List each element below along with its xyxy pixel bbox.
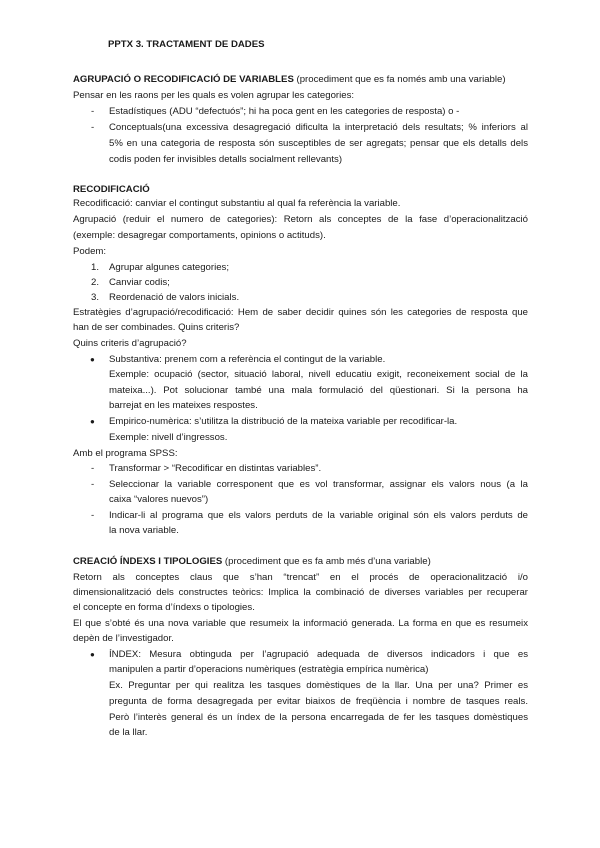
paragraph: Agrupació (reduir el numero de categories): Retorn als conceptes de la fase d’operacionalització (73, 214, 528, 225)
paragraph-cont: han de ser combinades. Quins criteris? (73, 322, 240, 333)
section-heading-agrupacio (73, 74, 528, 86)
section-heading-indexs (73, 556, 528, 568)
list-item-cont: codis poden fer invisibles detalls socialment rellevants) (109, 154, 343, 165)
dash-marker: - (91, 106, 95, 117)
list-item: Empirico-numèrica: s’utilitza la distribució de la mateixa variable per recodificar-la. (109, 416, 458, 427)
bullet-marker: ● (90, 417, 95, 426)
list-item-cont: 5% en una categoria de resposta són susceptibles de ser agregats; pensar que els detalls dels (109, 138, 528, 149)
bullet-marker: ● (90, 650, 95, 659)
paragraph-cont: depèn de l’investigador. (73, 633, 174, 644)
bullet-marker: ● (90, 355, 95, 364)
paragraph: Recodificació: canviar el contingut substantiu al qual fa referència la variable. (73, 198, 401, 209)
list-item-cont: mateixa...). Pot solucionar també una mala formulació del qüestionari. Si la persona ha (109, 385, 528, 396)
heading-text: AGRUPACIÓ O RECODIFICACIÓ DE VARIABLES (73, 74, 294, 85)
list-item: Seleccionar la variable corresponent que es vol transformar, assignar els valors nous (a la (109, 479, 528, 490)
paragraph: Retorn als conceptes claus que s’han “trencat” en el procés de operacionalització i/o (73, 572, 528, 583)
list-item-cont: de la llar. (109, 727, 148, 738)
list-item-cont: Ex. Preguntar per qui realitza les tasques domèstiques de la llar. Una per una? Primer es (109, 680, 528, 691)
page-title: PPTX 3. TRACTAMENT DE DADES (108, 39, 265, 50)
list-item: Conceptuals(una excessiva desagregació dificulta la interpretació dels resultats; % inferiors al (109, 122, 528, 133)
list-item-cont: pregunta de forma desagregada per evitar biaixos de freqüència i nombre de tasques reals. (109, 696, 528, 707)
list-item: Substantiva: prenem com a referència el contingut de la variable. (109, 354, 386, 365)
dash-marker: - (91, 479, 95, 490)
numbered-item: Reordenació de valors inicials. (109, 292, 240, 303)
list-number: 1. (91, 262, 100, 273)
paragraph-cont: el concepte en forma d’índexs o tipologies. (73, 602, 255, 613)
paragraph: Pensar en les raons per les quals es volen agrupar les categories: (73, 90, 355, 101)
paragraph-cont: (exemple: desagregar comportaments, opinions o actituds). (73, 230, 326, 241)
dash-marker: - (91, 122, 95, 133)
list-number: 2. (91, 277, 100, 288)
list-item-cont: Exemple: ocupació (sector, situació laboral, nivell educatiu exigit, reconeixement social de la (109, 369, 528, 380)
list-item: Estadístiques (ADU “defectuós”; hi ha poca gent en les categories de resposta) o - (109, 106, 460, 117)
list-item-cont: Exemple: nivell d’ingressos. (109, 432, 228, 443)
numbered-item: Canviar codis; (109, 277, 170, 288)
list-item-cont: la nova variable. (109, 525, 179, 536)
heading-note: (procediment que es fa amb més d’una variable) (222, 556, 431, 567)
list-number: 3. (91, 292, 100, 303)
paragraph: Podem: (73, 246, 107, 257)
list-item: Transformar > “Recodificar en distintas variables”. (109, 463, 322, 474)
list-item-cont: caixa “valores nuevos”) (109, 494, 209, 505)
paragraph: Amb el programa SPSS: (73, 448, 178, 459)
numbered-item: Agrupar algunes categories; (109, 262, 229, 273)
paragraph-cont: dimensionalització dels constructes teòrics: Implica la combinació de diverses variables per recuperar (73, 587, 528, 598)
dash-marker: - (91, 463, 95, 474)
list-item: ÍNDEX: Mesura obtinguda per l’agrupació adequada de diversos indicadors i que es (109, 649, 528, 660)
list-item-cont: Però l’interès general és un índex de la persona encarregada de fer les tasques domèstiques (109, 712, 528, 723)
paragraph: Quins criteris d’agrupació? (73, 338, 187, 349)
list-item-cont: manipulen a partir d’operacions numèriques (estratègia empírica numèrica) (109, 664, 429, 675)
list-item-cont: barrejat en les mateixes respostes. (109, 400, 258, 411)
heading-note: (procediment que es fa només amb una variable) (293, 74, 506, 85)
list-item: Indicar-li al programa que els valors perduts de la variable original són els valors perduts de (109, 510, 528, 521)
heading-text: CREACIÓ ÍNDEXS I TIPOLOGIES (73, 556, 223, 567)
paragraph: Estratègies d’agrupació/recodificació: Hem de saber decidir quines són les categories de resposta que (73, 307, 528, 318)
section-heading-recodificacio: RECODIFICACIÓ (73, 184, 150, 195)
paragraph: El que s’obté és una nova variable que resumeix la informació generada. La forma en que es resumeix (73, 618, 528, 629)
dash-marker: - (91, 510, 95, 521)
